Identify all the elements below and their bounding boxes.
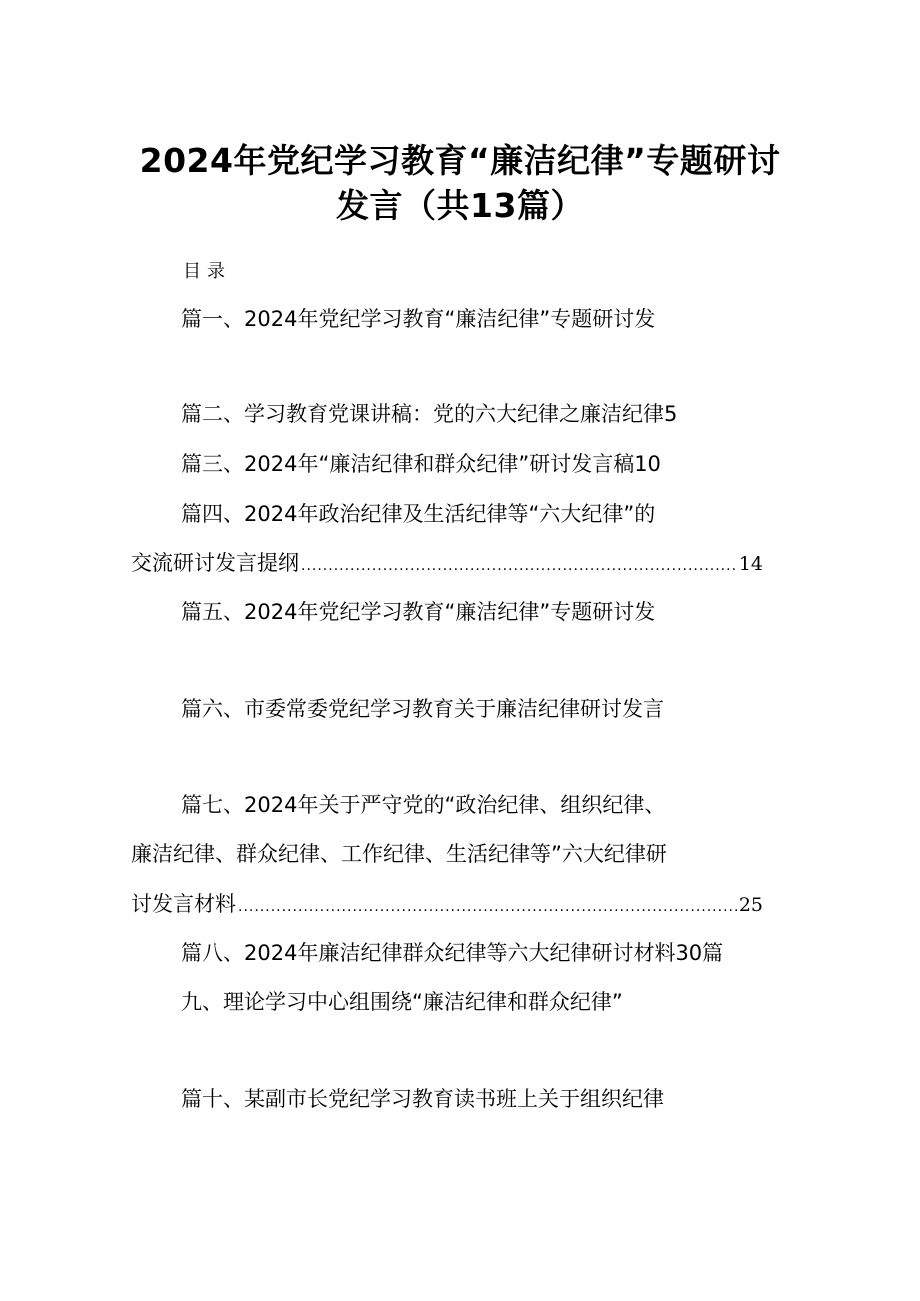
dot-leader (301, 552, 737, 580)
toc-entry-3[interactable]: 篇三、2024年“廉洁纪律和群众纪律”研讨发言稿10 (181, 452, 661, 476)
toc-entry-7-line-1[interactable]: 篇七、2024年关于严守党的“政治纪律、组织纪律、 (181, 793, 666, 817)
toc-entry-4-text: 交流研讨发言提纲 (131, 551, 299, 575)
toc-entry-10[interactable]: 篇十、某副市长党纪学习教育读书班上关于组织纪律 (181, 1087, 664, 1111)
toc-entry-4-line-1[interactable]: 篇四、2024年政治纪律及生活纪律等“六大纪律”的 (181, 502, 656, 526)
toc-entry-1[interactable]: 篇一、2024年党纪学习教育“廉洁纪律”专题研讨发 (181, 307, 656, 331)
toc-entry-7-page: 25 (738, 894, 763, 916)
toc-entry-8[interactable]: 篇八、2024年廉洁纪律群众纪律等六大纪律研讨材料30篇 (181, 941, 724, 965)
toc-entry-5[interactable]: 篇五、2024年党纪学习教育“廉洁纪律”专题研讨发 (181, 600, 656, 624)
toc-entry-7-line-3[interactable] (131, 890, 763, 921)
document-title-line-2: 发言（共13篇） (336, 186, 584, 225)
toc-entry-4-line-2[interactable] (131, 549, 763, 580)
toc-entry-9[interactable]: 九、理论学习中心组围绕“廉洁纪律和群众纪律” (181, 990, 623, 1014)
toc-entry-7-text: 讨发言材料 (131, 892, 236, 916)
toc-entry-7-line-2[interactable]: 廉洁纪律、群众纪律、工作纪律、生活纪律等”六大纪律研 (131, 842, 667, 866)
dot-leader (238, 893, 737, 921)
toc-entry-6[interactable]: 篇六、市委常委党纪学习教育关于廉洁纪律研讨发言 (181, 697, 664, 721)
toc-entry-2[interactable]: 篇二、学习教育党课讲稿：党的六大纪律之廉洁纪律5 (181, 402, 678, 426)
toc-heading: 目录 (183, 261, 231, 282)
document-title-line-1: 2024年党纪学习教育“廉洁纪律”专题研讨 (139, 141, 781, 180)
toc-entry-4-page: 14 (738, 553, 763, 575)
